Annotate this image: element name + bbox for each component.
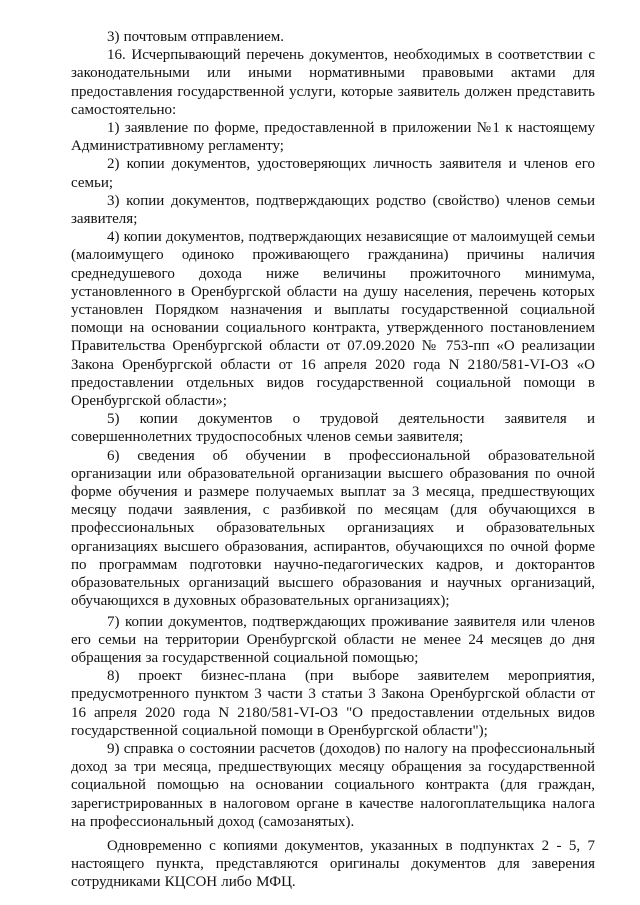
list-item-5-employment: 5) копии документов о трудовой деятельности заявителя и совершеннолетних трудоспособных членов семьи заявителя;	[71, 411, 595, 446]
document-page	[71, 28, 595, 892]
paragraph-16-intro: 16. Исчерпывающий перечень документов, необходимых в соответствии с законодательными или иными нормативными правовыми актами для предоставления государственной услуги, которые заявитель должен представить самостоятельно:	[71, 47, 595, 118]
list-item-6-education: 6) сведения об обучении в профессиональной образовательной организации или образовательной организации высшего образования по очной форме обучения и размере получаемых выплат за 3 месяца, предшествующих месяцу подачи заявления, с разбивкой по месяцам (для обучающихся в профессиональных образовательных организациях и образовательных организациях высшего образования, аспирантов, обучающихся по очной форме по программам подготовки научно-педагогических кадров, и докторантов образовательных организаций высшего образования и научных организаций, обучающихся в духовных образовательных организациях);	[71, 447, 595, 610]
list-item-7-residence: 7) копии документов, подтверждающих проживание заявителя или членов его семьи на территории Оренбургской области не менее 24 месяцев до дня обращения за государственной социальной помощью;	[71, 613, 595, 666]
list-item-3-kinship: 3) копии документов, подтверждающих родство (свойство) членов семьи заявителя;	[71, 192, 595, 228]
list-item-2-identity: 2) копии документов, удостоверяющих личность заявителя и членов его семьи;	[71, 156, 595, 191]
list-item-1-application: 1) заявление по форме, предоставленной в приложении №1 к настоящему Административному регламенту;	[71, 120, 595, 155]
list-item-8-business-plan: 8) проект бизнес-плана (при выборе заявителем мероприятия, предусмотренного пунктом 3 части 3 статьи 3 Закона Оренбургской области от 16 апреля 2020 года N 2180/581-VI-ОЗ "О предоставлении отдельных видов государственной социальной помощи в Оренбургской области");	[71, 668, 595, 739]
paragraph-postal-method: 3) почтовым отправлением.	[107, 29, 285, 45]
paragraph-originals-note: Одновременно с копиями документов, указанных в подпунктах 2 - 5, 7 настоящего пункта, представляются оригиналы документов для заверения сотрудниками КЦСОН либо МФЦ.	[71, 837, 595, 891]
list-item-9-income-certificate: 9) справка о состоянии расчетов (доходов) по налогу на профессиональный доход за три месяца, предшествующих месяцу обращения за государственной социальной помощью на основании социального контракта (для граждан, зарегистрированных в налоговом органе в качестве налогоплательщика налога на профессиональный доход (самозанятых).	[71, 740, 595, 830]
list-item-4-low-income-reasons: 4) копии документов, подтверждающих независящие от малоимущей семьи (малоимущего одиноко проживающего гражданина) причины наличия среднедушевого дохода ниже величины прожиточного минимума, установленного в Оренбургской области на душу населения, перечень которых установлен Порядком назначения и выплаты государственной социальной помощи на основании социального контракта, утвержденного постановлением Правительства Оренбургской области от 07.09.2020 № 753-пп «О реализации Закона Оренбургской области от 16 апреля 2020 года N 2180/581-VI-ОЗ «О предоставлении отдельных видов государственной социальной помощи в Оренбургской области»;	[71, 229, 595, 410]
